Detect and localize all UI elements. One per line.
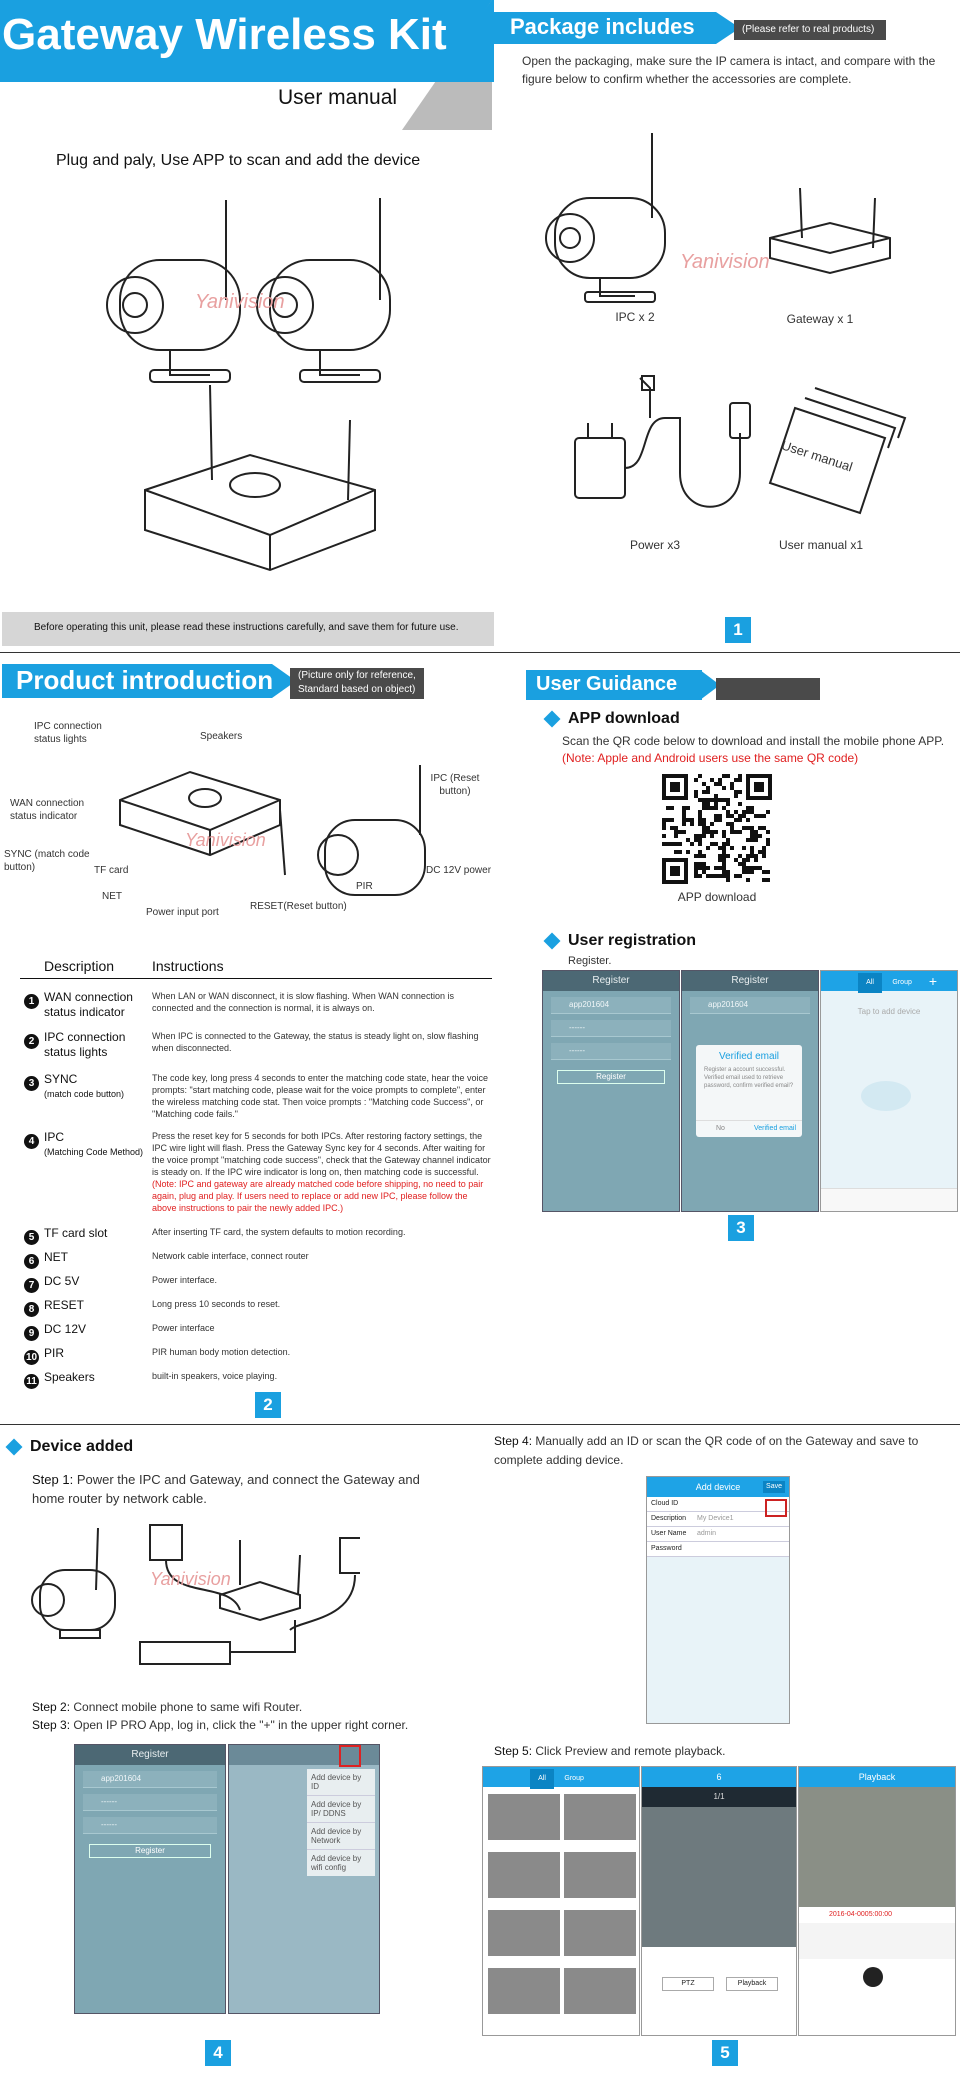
callout-wan: WAN connection status indicator	[10, 798, 85, 822]
add-field-row[interactable]	[647, 1527, 789, 1542]
row-instruction	[152, 1130, 492, 1214]
playback-video	[799, 1787, 955, 1907]
subtitle: User manual	[278, 86, 398, 109]
step4-text: Manually add an ID or scan the QR code of on the Gateway and save to complete adding device.	[494, 1434, 919, 1467]
row-instruction	[152, 1322, 492, 1334]
username-field[interactable]: app201604	[551, 997, 671, 1014]
table-rule	[20, 978, 492, 979]
row-instruction	[152, 1298, 492, 1310]
row-instr-text: Long press 10 seconds to reset.	[152, 1299, 281, 1309]
camera-thumbnail[interactable]	[563, 1793, 637, 1841]
verified-actions	[696, 1120, 802, 1137]
step1-label: Step 1:	[32, 1472, 74, 1487]
package-illustrations	[540, 128, 910, 548]
item-gateway: Gateway x 1	[786, 312, 854, 326]
app-download-title: APP download	[568, 710, 680, 727]
row-number: 9	[24, 1326, 39, 1341]
app-download-heading	[546, 710, 680, 728]
step2	[32, 1700, 302, 1714]
login-bar	[75, 1745, 225, 1765]
login-pw2-field[interactable]: ------	[83, 1817, 217, 1834]
camera-thumbnail[interactable]	[487, 1967, 561, 2015]
row-instr-text: When IPC is connected to the Gateway, the status is steady light on, slow flashing when disconnected.	[152, 1031, 479, 1053]
row-description	[44, 1130, 154, 1160]
step5-label: Step 5:	[494, 1744, 533, 1758]
item-ipc: IPC x 2	[615, 310, 655, 324]
row-desc-sub: (Matching Code Method)	[44, 1147, 144, 1157]
preview-video	[642, 1807, 796, 1947]
registration-heading	[546, 932, 696, 950]
step3-text: Open IP PRO App, log in, click the "+" in the upper right corner.	[70, 1718, 409, 1732]
step5-text: Click Preview and remote playback.	[532, 1744, 726, 1758]
manual-card-text: User manual	[779, 437, 855, 475]
step2-text: Connect mobile phone to same wifi Router.	[70, 1700, 303, 1714]
callout-power-port: Power input port	[146, 907, 219, 918]
preview-screen	[641, 1766, 797, 2036]
playback-screen	[798, 1766, 956, 2036]
row-number: 6	[24, 1254, 39, 1269]
row-desc-text: IPC connection status lights	[44, 1030, 126, 1059]
login-user-field[interactable]: app201604	[83, 1771, 217, 1788]
watermark: Yanivision	[195, 291, 285, 313]
row-instr-text: Power interface	[152, 1323, 215, 1333]
verified-yes-button[interactable]: Verified email	[754, 1125, 797, 1132]
connection-diagram	[30, 1520, 360, 1670]
item-manual: User manual x1	[778, 538, 864, 552]
row-number: 7	[24, 1278, 39, 1293]
watermark-4: Yanivision	[150, 1569, 231, 1589]
row-description	[44, 990, 154, 1020]
row-instr-note: (Note: IPC and gateway are already matched code before shipping, no need to pair again, plug and play. If users need to replace or add new IPC, please follow the above instructions to pair the newly added IPC.)	[152, 1179, 484, 1213]
product-title: Product introduction	[16, 665, 274, 695]
watermark-2: Yanivision	[680, 251, 770, 273]
row-description	[44, 1072, 154, 1102]
add-field-label: Cloud ID	[651, 1500, 679, 1507]
row-instruction	[152, 1346, 492, 1358]
row-number: 3	[24, 1076, 39, 1091]
warning-text: Before operating this unit, please read these instructions carefully, and save them for future use.	[34, 622, 459, 633]
package-note: (Please refer to real products)	[734, 20, 886, 40]
row-number: 1	[24, 994, 39, 1009]
app-caption: APP download	[677, 890, 757, 904]
cloud-icon	[861, 1081, 911, 1111]
preview-count: 6	[716, 1772, 722, 1782]
add-field-value: My Device1	[697, 1515, 734, 1522]
diamond-icon	[544, 710, 561, 727]
row-description	[44, 1030, 154, 1060]
tab-bar	[821, 1188, 957, 1211]
verified-no-button[interactable]: No	[716, 1125, 725, 1132]
camera-thumbnail[interactable]	[487, 1793, 561, 1841]
row-desc-text: SYNC	[44, 1072, 78, 1086]
tab-group-2[interactable]: Group	[564, 1775, 584, 1782]
register-bar	[543, 971, 679, 991]
save-button[interactable]: Save	[763, 1481, 785, 1493]
app-desc: Scan the QR code below to download and install the mobile phone APP.	[562, 734, 945, 748]
divider-1	[0, 652, 960, 653]
device-list-screen	[820, 970, 958, 1212]
row-desc-text: Speakers	[44, 1370, 95, 1384]
tap-add-text: Tap to add device	[857, 1007, 921, 1016]
page-number-4: 4	[205, 2040, 231, 2066]
row-desc-text: NET	[44, 1250, 68, 1264]
step4	[494, 1432, 924, 1470]
registration-desc: Register.	[568, 955, 612, 967]
package-desc: Open the packaging, make sure the IP camera is intact, and compare with the figure below to confirm whether the accessories are complete.	[522, 54, 936, 86]
add-field-label: Description	[651, 1515, 687, 1522]
camera-thumbnail[interactable]	[563, 1909, 637, 1957]
verified-dialog	[696, 1045, 802, 1137]
row-desc-text: DC 5V	[44, 1274, 80, 1288]
verify-screen	[681, 970, 819, 1212]
watermark-3: Yanivision	[185, 830, 266, 850]
login-pw-field[interactable]: ------	[83, 1794, 217, 1811]
row-desc-sub: (match code button)	[44, 1089, 125, 1099]
camera-thumbnail[interactable]	[563, 1967, 637, 2015]
row-description	[44, 1250, 154, 1265]
step1-text: Power the IPC and Gateway, and connect the Gateway and home router by network cable.	[32, 1472, 420, 1506]
playback-title: Playback	[858, 1772, 896, 1782]
step5	[494, 1744, 725, 1758]
step4-label: Step 4:	[494, 1434, 533, 1448]
step2-label: Step 2:	[32, 1700, 71, 1714]
row-instruction	[152, 1072, 492, 1120]
row-instruction	[152, 1274, 492, 1286]
callout-ipc-reset: IPC (Reset button)	[430, 773, 480, 797]
row-instruction	[152, 1226, 492, 1238]
row-description	[44, 1274, 154, 1289]
row-number: 10	[25, 1352, 38, 1363]
ptz-button[interactable]: PTZ	[662, 1977, 714, 1991]
row-instr-text: The code key, long press 4 seconds to enter the matching code state, hear the voice prompts: "start matching code, please wait for the voice prompts to complete", enter the wireless matching code stat. Then voice prompts : "Matching code Success", or "Matching code fails."	[152, 1073, 489, 1119]
row-description	[44, 1226, 154, 1241]
register-title-2: Register	[731, 975, 769, 986]
row-number: 2	[24, 1034, 39, 1049]
row-instr-text: When LAN or WAN disconnect, it is slow flashing. When WAN connection is connected and the connection is normal, it is always on.	[152, 991, 454, 1013]
row-number: 8	[24, 1302, 39, 1317]
step3-label: Step 3:	[32, 1718, 71, 1732]
product-note-2: Standard based on object)	[298, 684, 416, 695]
pause-icon[interactable]	[863, 1967, 883, 1987]
package-title: Package includes	[510, 14, 695, 39]
camera-thumbnail[interactable]	[487, 1851, 561, 1899]
kit-illustration	[100, 190, 420, 580]
callout-ipc-status: IPC connection status lights	[34, 721, 102, 745]
menu-add-by-network[interactable]: Add device by Network	[307, 1823, 375, 1850]
row-description	[44, 1346, 154, 1361]
timeline[interactable]	[799, 1923, 955, 1959]
device-list-bar	[821, 971, 957, 991]
row-instr-text: After inserting TF card, the system defaults to motion recording.	[152, 1227, 406, 1237]
row-desc-text: DC 12V	[44, 1322, 87, 1336]
row-number: 4	[24, 1134, 39, 1149]
register-screen	[542, 970, 680, 1212]
grid-bar	[483, 1767, 639, 1787]
add-menu-screen	[228, 1744, 380, 2014]
device-grid-screen	[482, 1766, 640, 2036]
register-button[interactable]: Register	[557, 1070, 665, 1084]
registration-title: User registration	[568, 932, 697, 949]
callout-dc12: DC 12V power	[426, 865, 492, 876]
guidance-title: User Guidance	[536, 673, 678, 695]
row-instruction	[152, 1030, 492, 1054]
menu-add-by-ip[interactable]: Add device by IP/ DDNS	[307, 1796, 375, 1823]
callout-net: NET	[102, 891, 122, 902]
guidance-grey	[716, 678, 820, 700]
callout-tf: TF card	[94, 865, 129, 876]
row-desc-text: WAN connection status indicator	[44, 990, 133, 1019]
row-description	[44, 1370, 154, 1385]
tab-all[interactable]: All	[858, 973, 882, 993]
plug-text: Plug and paly, Use APP to scan and add the device	[56, 152, 421, 169]
preview-counter: 1/1	[642, 1787, 796, 1807]
callout-reset: RESET(Reset button)	[250, 901, 347, 912]
add-field-label: User Name	[651, 1530, 687, 1537]
row-instruction	[152, 1370, 492, 1382]
page-number-2: 2	[255, 1392, 281, 1418]
step3	[32, 1718, 408, 1732]
row-desc-text: TF card slot	[44, 1226, 108, 1240]
tab-all-2[interactable]: All	[530, 1769, 554, 1789]
tab-group[interactable]: Group	[892, 979, 912, 986]
preview-bar	[642, 1767, 796, 1787]
register-bar-2	[682, 971, 818, 991]
add-device-bar	[647, 1477, 789, 1497]
device-added-heading	[8, 1438, 133, 1456]
row-instr-text: built-in speakers, voice playing.	[152, 1371, 278, 1381]
menu-add-by-id[interactable]: Add device by ID	[307, 1769, 375, 1796]
row-number: 11	[24, 1374, 39, 1389]
row-desc-text: IPC	[44, 1130, 65, 1144]
device-added-title: Device added	[30, 1438, 134, 1455]
confirm-field[interactable]: ------	[551, 1043, 671, 1060]
playback-timestamp: 2016-04-0005:00:00	[829, 1911, 893, 1918]
row-number: 5	[24, 1230, 39, 1245]
page-number-1: 1	[725, 617, 751, 643]
username-field-2[interactable]: app201604	[690, 997, 810, 1014]
verified-body: Register a account successful. Verified email used to retrieve password, confirm verified email?	[704, 1067, 794, 1089]
product-note	[290, 668, 424, 699]
row-instruction	[152, 1250, 492, 1262]
item-power: Power x3	[629, 538, 681, 552]
page-number-5: 5	[712, 2040, 738, 2066]
playback-bar	[799, 1767, 955, 1787]
add-icon[interactable]: +	[928, 973, 937, 989]
table-header-instr: Instructions	[152, 958, 224, 974]
product-note-1: (Picture only for reference,	[298, 670, 416, 681]
step1	[32, 1470, 432, 1508]
qr-code[interactable]	[660, 772, 774, 886]
row-instruction	[152, 990, 492, 1014]
row-description	[44, 1322, 154, 1337]
camera-thumbnail[interactable]	[487, 1909, 561, 1957]
row-description	[44, 1298, 154, 1313]
diamond-icon	[6, 1438, 23, 1455]
register-title: Register	[592, 975, 630, 986]
row-desc-text: RESET	[44, 1298, 85, 1312]
app-note: (Note: Apple and Android users use the same QR code)	[562, 751, 859, 765]
callout-sync: SYNC (match code button)	[4, 849, 90, 873]
login-title: Register	[131, 1749, 169, 1760]
add-device-screen	[646, 1476, 790, 1724]
plus-highlight[interactable]	[339, 1745, 361, 1767]
password-field[interactable]: ------	[551, 1020, 671, 1037]
scan-qr-icon[interactable]	[765, 1499, 787, 1517]
row-instr-text: PIR human body motion detection.	[152, 1347, 291, 1357]
table-header-desc: Description	[44, 958, 115, 974]
row-desc-text: PIR	[44, 1346, 65, 1360]
callout-pir: PIR	[356, 881, 373, 892]
diamond-icon	[544, 932, 561, 949]
add-device-title: Add device	[695, 1482, 741, 1492]
add-menu	[307, 1769, 375, 1876]
verified-title: Verified email	[718, 1051, 780, 1062]
add-field-value: admin	[697, 1530, 717, 1537]
camera-thumbnail[interactable]	[563, 1851, 637, 1899]
login-screen	[74, 1744, 226, 2014]
callout-speakers: Speakers	[200, 731, 243, 742]
row-instr-text: Network cable interface, connect router	[152, 1251, 309, 1261]
row-instr-text: Power interface.	[152, 1275, 218, 1285]
divider-2	[0, 1424, 960, 1425]
add-field-label: Password	[651, 1545, 682, 1552]
row-instr-text: Press the reset key for 5 seconds for both IPCs. After restoring factory settings, the IPC wire light will flash. Press the Gateway Sync key for 4 seconds. After waiting for the voice prompt "matching code success", check that the Gateway channel indicator is steady on. If the IPC wire indicator is long on, then matching code is successful.	[152, 1131, 491, 1177]
page-title: Gateway Wireless Kit	[2, 10, 447, 59]
menu-add-by-wifi[interactable]: Add device by wifi config	[311, 1854, 362, 1872]
page-number-3: 3	[728, 1215, 754, 1241]
login-register-button[interactable]: Register	[89, 1844, 211, 1858]
playback-button[interactable]: Playback	[726, 1977, 778, 1991]
add-field-row[interactable]	[647, 1542, 789, 1557]
